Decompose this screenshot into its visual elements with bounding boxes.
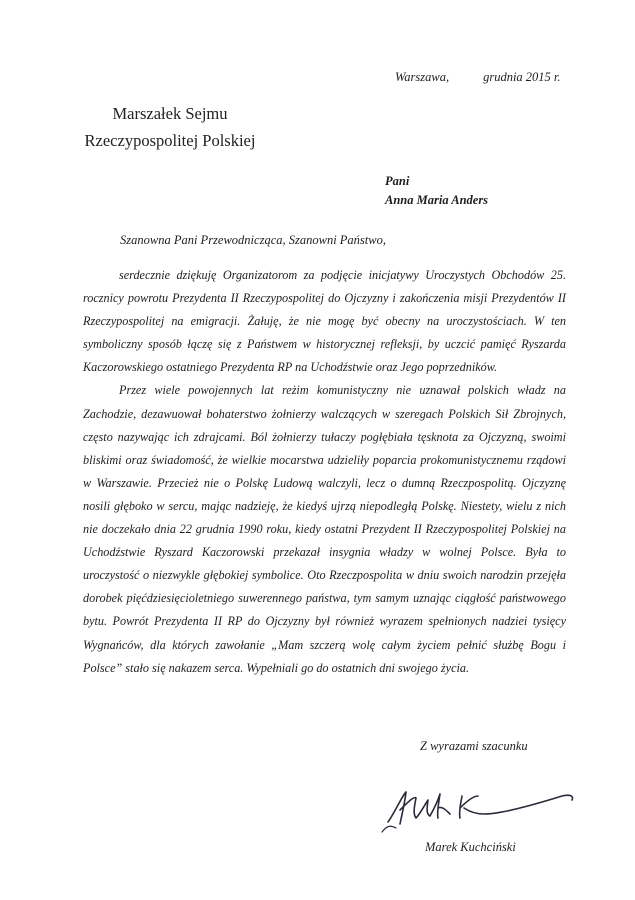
closing: Z wyrazami szacunku [420, 739, 528, 753]
signer-name: Marek Kuchciński [425, 840, 516, 854]
date: grudnia 2015 r. [483, 70, 561, 84]
recipient-name: Anna Maria Anders [385, 193, 489, 207]
sender-header [70, 100, 270, 154]
handwritten-signature [380, 784, 580, 836]
letter-body [83, 264, 566, 680]
recipient-title: Pani [385, 174, 410, 188]
sender-title: Marszałek Sejmu [112, 104, 228, 123]
paragraph-1: serdecznie dziękuję Organizatorom za podjęcie inicjatywy Uroczystych Obchodów 25. rocznicy powrotu Prezydenta II Rzeczypospolitej do Ojczyzny i zakończenia misji Prezydentów II Rzeczypospolitej na emigracji. Żałuję, że nie mogę być obecny na uroczystościach. W ten symboliczny sposób łączę się z Państwem w historycznej refleksji, by uczcić pamięć Ryszarda Kaczorowskiego ostatniego Prezydenta RP na Uchodźstwie oraz Jego poprzedników. [83, 268, 566, 375]
sender-institution: Rzeczypospolitej Polskiej [84, 131, 256, 150]
salutation: Szanowna Pani Przewodnicząca, Szanowni Państwo, [120, 233, 386, 247]
recipient-block [385, 172, 605, 210]
paragraph-2: Przez wiele powojennych lat reżim komunistyczny nie uznawał polskich władz na Zachodzie, dezawuował bohaterstwo żołnierzy walczących w szeregach Polskich Sił Zbrojnych, często nazywając ich zdrajcami. Ból żołnierzy tułaczy pogłębiała tęsknota za Ojczyzną, swoimi bliskimi oraz świadomość, że wielkie mocarstwa udzieliły poparcia prokomunistycznemu rządowi w Warszawie. Przecież nie o Polskę Ludową walczyli, lecz o dumną Rzeczpospolitą. Ojczyznę nosili głęboko w sercu, mając nadzieję, że kiedyś ujrzą niepodległą Polskę. Niestety, wielu z nich nie doczekało dnia 22 grudnia 1990 roku, kiedy ostatni Prezydent II Rzeczypospolitej Polskiej na Uchodźstwie Ryszard Kaczorowski przekazał insygnia władzy w wolnej Polsce. Była to uroczystość o niezwykle głębokiej symbolice. Oto Rzeczpospolita w dniu swoich narodzin przejęła dorobek pięćdziesięcioletniego suwerennego państwa, tym samym uznając ciągłość państwowego bytu. Powrót Prezydenta II RP do Ojczyzny był również wyrazem spełnionych nadziei tysięcy Wygnańców, dla których zawołanie „Mam szczerą wolę całym życiem pełnić służbę Bogu i Polsce” stało się nakazem serca. Wypełniali go do ostatnich dni swojego życia. [83, 383, 566, 675]
dateline [395, 70, 605, 85]
place: Warszawa, [395, 70, 450, 84]
